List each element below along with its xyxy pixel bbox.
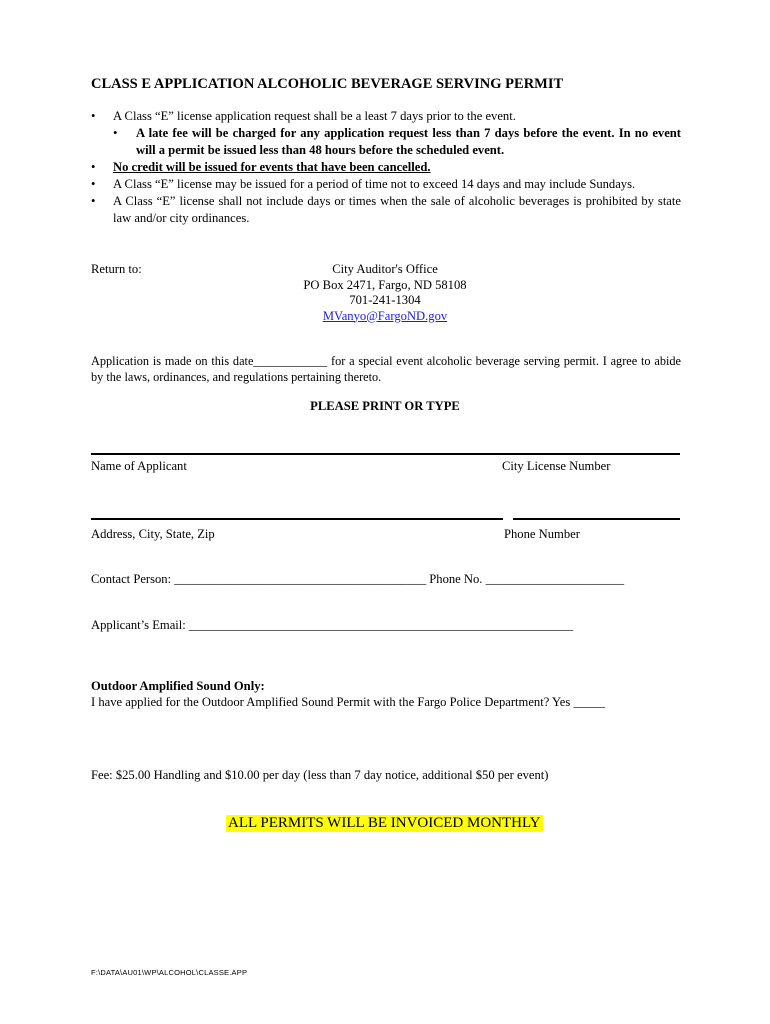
outdoor-sound-question[interactable]: I have applied for the Outdoor Amplified Sound Permit with the Fargo Police Department? Yes _____	[91, 694, 605, 709]
list-item	[91, 108, 681, 125]
list-item	[91, 159, 681, 176]
invoice-notice: ALL PERMITS WILL BE INVOICED MONTHLY	[228, 815, 541, 831]
file-path-footer: F:\DATA\AU01\WP\ALCOHOL\CLASSE.APP	[91, 968, 248, 977]
name-of-applicant-label: Name of Applicant	[91, 459, 187, 473]
no-credit-text: No credit will be issued for events that have been cancelled.	[113, 160, 431, 174]
bullet-icon: •	[91, 109, 96, 123]
address-line[interactable]	[91, 518, 503, 520]
outdoor-sound-heading: Outdoor Amplified Sound Only:	[91, 679, 265, 693]
document-title: CLASS E APPLICATION ALCOHOLIC BEVERAGE SERVING PERMIT	[91, 76, 564, 92]
applicant-name-line[interactable]	[91, 453, 680, 455]
applicant-email-field[interactable]: Applicant’s Email: _____________________________________________________________	[91, 618, 574, 632]
office-phone: 701-241-1304	[349, 293, 421, 307]
please-print-heading: PLEASE PRINT OR TYPE	[310, 399, 460, 413]
return-address	[250, 262, 520, 324]
bullet-icon: •	[91, 194, 96, 208]
bullet-icon: •	[91, 177, 96, 191]
list-subitem	[91, 125, 681, 159]
outdoor-sound-section	[91, 679, 605, 710]
requirement-text: A Class “E” license may be issued for a period of time not to exceed 14 days and may include Sundays.	[113, 177, 636, 191]
city-license-number-label: City License Number	[502, 459, 611, 473]
phone-number-line[interactable]	[513, 518, 680, 520]
requirement-text: A Class “E” license shall not include days or times when the sale of alcoholic beverages is prohibited by state law and/or city ordinances.	[113, 194, 681, 225]
fee-statement: Fee: $25.00 Handling and $10.00 per day (less than 7 day notice, additional $50 per event)	[91, 768, 549, 782]
requirements-list	[91, 108, 681, 227]
address-label: Address, City, State, Zip	[91, 527, 215, 541]
list-item	[91, 193, 681, 227]
requirement-text: A Class “E” license application request shall be a least 7 days prior to the event.	[113, 109, 516, 123]
office-email-link[interactable]: MVanyo@FargoND.gov	[322, 308, 448, 323]
contact-person-field[interactable]: Contact Person: ________________________________________ Phone No. ______________________	[91, 572, 625, 586]
po-box: PO Box 2471, Fargo, ND 58108	[303, 277, 467, 292]
return-to-label: Return to:	[91, 262, 142, 276]
phone-number-label: Phone Number	[504, 527, 580, 541]
list-item	[91, 176, 681, 193]
bullet-icon: •	[113, 126, 118, 140]
late-fee-text: A late fee will be charged for any application request less than 7 days before the event. In no event will a permit be issued less than 48 hours before the scheduled event.	[136, 126, 681, 157]
application-statement: Application is made on this date____________ for a special event alcoholic beverage serving permit. I agree to abide by the laws, ordinances, and regulations pertaining thereto.	[91, 354, 681, 384]
office-name: City Auditor's Office	[332, 262, 438, 276]
bullet-icon: •	[91, 160, 96, 174]
